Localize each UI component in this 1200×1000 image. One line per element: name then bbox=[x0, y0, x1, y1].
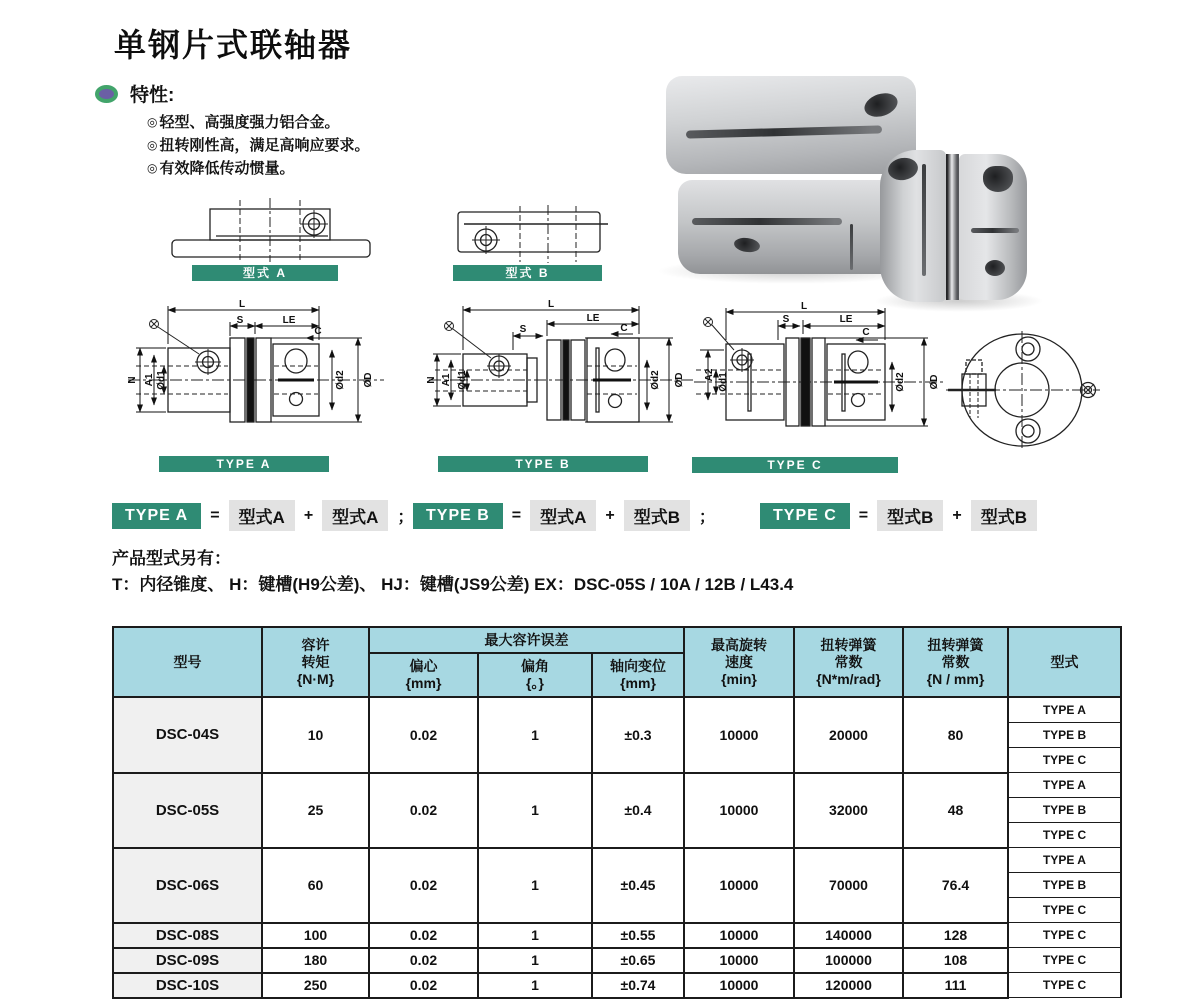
feature-item bbox=[147, 134, 370, 157]
dim-label-D: ØD bbox=[929, 374, 940, 390]
dim-label-C: C bbox=[620, 323, 628, 334]
style-box: 型式A bbox=[229, 500, 295, 531]
cell-model: DSC-06S bbox=[113, 848, 262, 923]
cell-torque: 100 bbox=[262, 923, 369, 948]
feature-item bbox=[147, 111, 370, 134]
dim-label-S: S bbox=[519, 324, 527, 335]
cell-type: TYPE C bbox=[1008, 973, 1121, 998]
cell-eccentricity: 0.02 bbox=[369, 973, 478, 998]
cell-eccentricity: 0.02 bbox=[369, 923, 478, 948]
style-box: 型式A bbox=[322, 500, 388, 531]
notes-line-1: 产品型式另有： bbox=[112, 549, 231, 568]
col-header-torque: 容许 转矩 {N·M} bbox=[262, 627, 369, 697]
dim-label-LE: LE bbox=[586, 313, 600, 324]
cell-speed: 10000 bbox=[684, 697, 794, 773]
cell-model: DSC-10S bbox=[113, 973, 262, 998]
cell-type: TYPE A bbox=[1008, 697, 1121, 723]
item-bullet-icon: ◎ bbox=[147, 138, 158, 152]
coupling-side-right-hub bbox=[959, 154, 1027, 300]
cell-spring-rad: 70000 bbox=[794, 848, 903, 923]
features-section bbox=[95, 80, 370, 180]
cell-type: TYPE B bbox=[1008, 873, 1121, 898]
col-header-type: 型式 bbox=[1008, 627, 1121, 697]
dim-label-C: C bbox=[314, 326, 322, 337]
dim-label-A1: A1 bbox=[441, 373, 452, 387]
cell-type: TYPE C bbox=[1008, 898, 1121, 923]
disc-slit bbox=[692, 218, 842, 225]
cell-type: TYPE C bbox=[1008, 748, 1121, 773]
cell-spring-mm: 48 bbox=[903, 773, 1008, 848]
table-row bbox=[113, 773, 1121, 798]
cell-speed: 10000 bbox=[684, 848, 794, 923]
notes-line-2: T：内径锥度、 H：键槽(H9公差)、 HJ：键槽(JS9公差) EX：DSC-05S / 10A / 12B / L43.4 bbox=[112, 575, 794, 594]
cell-spring-rad: 20000 bbox=[794, 697, 903, 773]
style-a-drawing bbox=[166, 196, 378, 264]
feature-item bbox=[147, 157, 370, 180]
dim-label-d2: Ød2 bbox=[335, 370, 346, 390]
features-list bbox=[147, 111, 370, 180]
dim-label-D: ØD bbox=[363, 372, 374, 388]
cell-angle: 1 bbox=[478, 773, 592, 848]
hub-hole bbox=[985, 260, 1005, 276]
dim-label-C: C bbox=[862, 327, 870, 338]
dim-label-N: N bbox=[127, 376, 138, 384]
type-b-badge: TYPE B bbox=[413, 503, 503, 529]
product-photo bbox=[648, 62, 1118, 307]
cell-model: DSC-04S bbox=[113, 697, 262, 773]
cell-eccentricity: 0.02 bbox=[369, 697, 478, 773]
style-box: 型式B bbox=[624, 500, 690, 531]
cell-angle: 1 bbox=[478, 923, 592, 948]
cell-speed: 10000 bbox=[684, 923, 794, 948]
cell-torque: 10 bbox=[262, 697, 369, 773]
dim-label-L: L bbox=[238, 299, 246, 310]
cell-spring-mm: 80 bbox=[903, 697, 1008, 773]
item-bullet-icon: ◎ bbox=[147, 161, 158, 175]
dim-label-A2: A2 bbox=[704, 368, 715, 382]
disc-slit bbox=[850, 224, 853, 270]
feature-item-text: 轻型、高强度强力铝合金。 bbox=[159, 114, 340, 131]
disc-hole bbox=[861, 89, 900, 120]
screw-callout bbox=[150, 320, 200, 355]
cell-spring-mm: 108 bbox=[903, 948, 1008, 973]
dim-label-S: S bbox=[236, 315, 244, 326]
col-header-spring-mm: 扭转弹簧 常数 {N / mm} bbox=[903, 627, 1008, 697]
page-title: 单钢片式联轴器 bbox=[114, 27, 353, 63]
item-bullet-icon: ◎ bbox=[147, 115, 158, 129]
hub-slit bbox=[971, 228, 1019, 233]
setscrew-symbol bbox=[195, 349, 221, 375]
col-header-spring-rad: 扭转弹簧 常数 {N*m/rad} bbox=[794, 627, 903, 697]
type-b-label: TYPE B bbox=[438, 456, 648, 472]
cell-axial: ±0.65 bbox=[592, 948, 684, 973]
cell-axial: ±0.55 bbox=[592, 923, 684, 948]
cell-angle: 1 bbox=[478, 697, 592, 773]
col-header-deflection-angle: 偏角 {。} bbox=[478, 653, 592, 697]
type-c-badge: TYPE C bbox=[760, 503, 850, 529]
dim-label-d1: Ød1 bbox=[718, 372, 729, 392]
type-a-label: TYPE A bbox=[159, 456, 329, 472]
coupling-side-left-hub bbox=[880, 150, 946, 302]
equals-sign: = bbox=[858, 506, 869, 524]
dim-label-d1: Ød1 bbox=[156, 370, 167, 390]
bolt-icon bbox=[1016, 337, 1040, 361]
style-b-label: 型式 B bbox=[453, 265, 602, 281]
features-heading: 特性: bbox=[130, 85, 175, 106]
hub-hole bbox=[886, 156, 919, 183]
col-header-eccentricity: 偏心 {mm} bbox=[369, 653, 478, 697]
table-row bbox=[113, 848, 1121, 873]
cell-type: TYPE A bbox=[1008, 773, 1121, 798]
feature-item-text: 扭转刚性高，满足高响应要求。 bbox=[159, 137, 370, 154]
style-box: 型式B bbox=[877, 500, 943, 531]
spec-table-wrap bbox=[112, 626, 1122, 999]
cell-type: TYPE B bbox=[1008, 723, 1121, 748]
cell-spring-rad: 120000 bbox=[794, 973, 903, 998]
cell-spring-rad: 32000 bbox=[794, 773, 903, 848]
equation-type-c bbox=[760, 500, 1037, 531]
cell-angle: 1 bbox=[478, 973, 592, 998]
cell-type: TYPE C bbox=[1008, 948, 1121, 973]
hub-hole bbox=[983, 166, 1013, 192]
cell-speed: 10000 bbox=[684, 773, 794, 848]
cell-type: TYPE C bbox=[1008, 923, 1121, 948]
cell-angle: 1 bbox=[478, 848, 592, 923]
col-header-axial: 轴向变位 {mm} bbox=[592, 653, 684, 697]
hub-slit bbox=[922, 164, 926, 276]
style-a-label: 型式 A bbox=[192, 265, 338, 281]
disc-hole bbox=[733, 236, 761, 253]
equals-sign: = bbox=[511, 506, 522, 524]
semicolon: ； bbox=[699, 509, 716, 526]
dim-label-LE: LE bbox=[839, 314, 853, 325]
cell-model: DSC-08S bbox=[113, 923, 262, 948]
table-row bbox=[113, 948, 1121, 973]
cell-eccentricity: 0.02 bbox=[369, 848, 478, 923]
coupling-side-disc-gap bbox=[946, 154, 959, 300]
cell-axial: ±0.4 bbox=[592, 773, 684, 848]
cell-eccentricity: 0.02 bbox=[369, 773, 478, 848]
front-view-drawing bbox=[938, 328, 1106, 454]
col-header-max-error: 最大容许误差 bbox=[369, 627, 684, 653]
dim-label-L: L bbox=[800, 301, 808, 312]
cell-axial: ±0.45 bbox=[592, 848, 684, 923]
spec-table bbox=[112, 626, 1122, 999]
dim-label-d2: Ød2 bbox=[650, 370, 661, 390]
col-header-model: 型号 bbox=[113, 627, 262, 697]
cell-speed: 10000 bbox=[684, 948, 794, 973]
table-row bbox=[113, 973, 1121, 998]
cell-torque: 180 bbox=[262, 948, 369, 973]
style-b-drawing bbox=[448, 204, 616, 264]
type-c-label: TYPE C bbox=[692, 457, 898, 473]
screw-callout bbox=[445, 322, 492, 359]
cell-eccentricity: 0.02 bbox=[369, 948, 478, 973]
cell-torque: 25 bbox=[262, 773, 369, 848]
type-b-drawing bbox=[415, 298, 710, 454]
dim-label-L: L bbox=[547, 299, 555, 310]
feature-bullet-icon bbox=[95, 85, 118, 103]
cell-type: TYPE B bbox=[1008, 798, 1121, 823]
dim-label-LE: LE bbox=[282, 315, 296, 326]
cell-type: TYPE C bbox=[1008, 823, 1121, 848]
feature-item-text: 有效降低传动惯量。 bbox=[159, 160, 295, 177]
semicolon: ； bbox=[397, 509, 414, 526]
type-a-drawing bbox=[112, 298, 402, 454]
screw-callout bbox=[704, 318, 735, 351]
col-header-max-speed: 最高旋转 速度 {min} bbox=[684, 627, 794, 697]
equation-type-b bbox=[413, 500, 715, 531]
cell-spring-rad: 140000 bbox=[794, 923, 903, 948]
plus-sign: + bbox=[605, 506, 615, 524]
cell-spring-mm: 128 bbox=[903, 923, 1008, 948]
coupling-disc-top bbox=[666, 76, 916, 174]
plus-sign: + bbox=[952, 506, 962, 524]
dim-label-d1: Ød1 bbox=[457, 370, 468, 390]
plus-sign: + bbox=[303, 506, 314, 524]
cell-speed: 10000 bbox=[684, 973, 794, 998]
equation-type-a bbox=[112, 500, 413, 531]
dim-label-N: N bbox=[426, 376, 437, 384]
style-box: 型式B bbox=[971, 500, 1037, 531]
table-row bbox=[113, 697, 1121, 723]
dim-label-S: S bbox=[782, 314, 790, 325]
cell-spring-mm: 76.4 bbox=[903, 848, 1008, 923]
type-a-badge: TYPE A bbox=[112, 503, 201, 529]
disc-slit bbox=[686, 125, 882, 138]
dim-label-A1: A1 bbox=[144, 373, 155, 387]
equals-sign: = bbox=[210, 506, 220, 524]
type-c-drawing bbox=[682, 300, 954, 456]
cell-model: DSC-05S bbox=[113, 773, 262, 848]
cell-model: DSC-09S bbox=[113, 948, 262, 973]
dim-label-d2: Ød2 bbox=[895, 372, 906, 392]
cell-spring-mm: 111 bbox=[903, 973, 1008, 998]
cell-spring-rad: 100000 bbox=[794, 948, 903, 973]
cell-angle: 1 bbox=[478, 948, 592, 973]
style-box: 型式A bbox=[530, 500, 596, 531]
cell-torque: 250 bbox=[262, 973, 369, 998]
table-row bbox=[113, 923, 1121, 948]
bolt-icon bbox=[1016, 419, 1040, 443]
cell-torque: 60 bbox=[262, 848, 369, 923]
cell-axial: ±0.3 bbox=[592, 697, 684, 773]
cell-type: TYPE A bbox=[1008, 848, 1121, 873]
product-notes bbox=[112, 546, 793, 598]
cell-axial: ±0.74 bbox=[592, 973, 684, 998]
dim-label-D: ØD bbox=[674, 372, 685, 388]
